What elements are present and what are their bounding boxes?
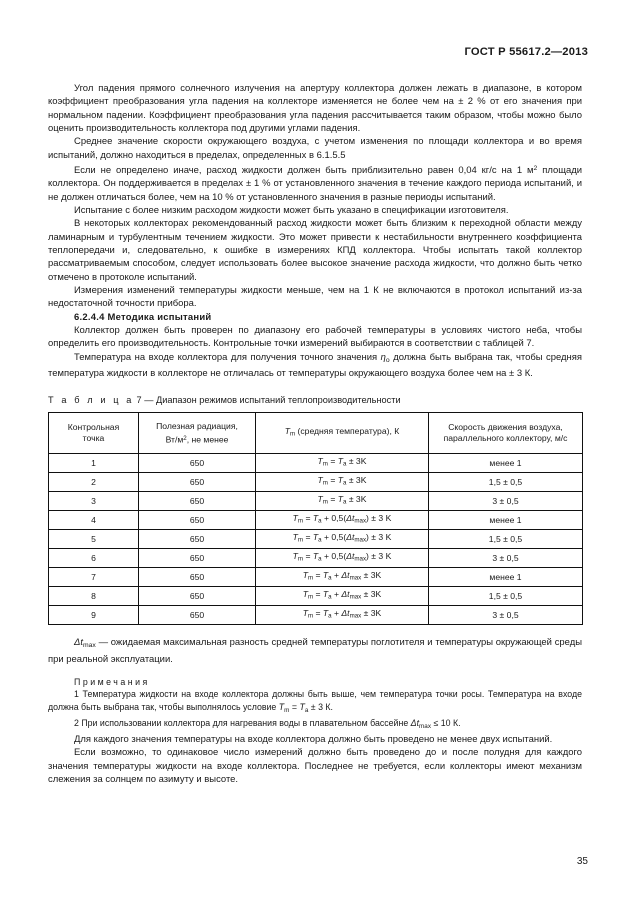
table-caption bbox=[48, 394, 582, 406]
cell-temperature-formula: $T_m = T_a + 0,5(\Delta t_{max}) \pm 3$ K bbox=[256, 530, 429, 549]
paragraph-incidence-angle: Угол падения прямого солнечного излучения на апертуру коллектора должен лежать в диапазоне, в котором коэффициент преобразования угла падения на коллекторе изменяется не более чем на ± 2 % от его значения при нормальном падении. Коэффициент преобразования угла падения рассчитывается таким образом, чтобы можно было оценить производительность коллектора под другими углами падения. bbox=[48, 83, 582, 135]
formula-sub-m: m bbox=[297, 537, 304, 545]
cell-control-point: 7 bbox=[49, 568, 139, 587]
formula-sub-a: a bbox=[328, 575, 332, 583]
formula-sub-a: a bbox=[318, 518, 322, 526]
cell-temperature-formula: $T_m = T_a + 0,5(\Delta t_{max}) \pm 3$ K bbox=[256, 549, 429, 568]
note-2-delta: Δ bbox=[410, 717, 417, 728]
section-heading-6-2-4-4: 6.2.4.4 Методика испытаний bbox=[74, 311, 212, 323]
table-row bbox=[49, 473, 583, 492]
formula-T-a: T bbox=[322, 608, 329, 619]
note-1-T-a: T bbox=[299, 701, 305, 712]
header-temp-suffix: (средняя температура), К bbox=[295, 426, 400, 437]
formula-T-m: T bbox=[302, 570, 308, 581]
header-temp-subscript: m bbox=[289, 430, 296, 438]
formula-delta: Δ bbox=[346, 532, 352, 543]
table-row bbox=[49, 568, 583, 587]
page-number: 35 bbox=[576, 856, 588, 867]
cell-control-point: 8 bbox=[49, 587, 139, 606]
header-radiation-unit: Вт/м bbox=[165, 434, 184, 445]
cell-temperature-formula: $T_m = T_a + \Delta t_{max} \pm 3K$ bbox=[256, 606, 429, 625]
paragraph-flow-rate bbox=[48, 162, 582, 204]
note-2-sub-max: max bbox=[419, 722, 431, 730]
formula-T-a: T bbox=[337, 456, 343, 467]
formula-T-m: T bbox=[302, 589, 308, 600]
cell-radiation: 650 bbox=[139, 473, 256, 492]
inlet-temp-text-part2: должна быть выбрана так, чтобы средняя температура жидкости в коллекторе не отличалась от температуры окружающего воздуха более чем на ± 3 К. bbox=[48, 351, 582, 379]
cell-temperature-formula: $T_m = T_a \pm 3K$ bbox=[256, 473, 429, 492]
cell-control-point: 4 bbox=[49, 511, 139, 530]
table-header-row bbox=[49, 413, 583, 454]
formula-sub-a: a bbox=[342, 480, 347, 488]
table-row bbox=[49, 530, 583, 549]
formula-T-a: T bbox=[322, 589, 329, 600]
paragraph-inlet-temperature bbox=[48, 351, 582, 381]
cell-air-speed: 3 ± 0,5 bbox=[429, 492, 583, 511]
table-caption-label: Т а б л и ц а bbox=[48, 395, 134, 406]
formula-t: t bbox=[347, 570, 350, 581]
formula-sub-m: m bbox=[307, 613, 314, 621]
cell-air-speed: 3 ± 0,5 bbox=[429, 549, 583, 568]
header-radiation-line2b: , не менее bbox=[186, 434, 229, 445]
header-temp-symbol: T bbox=[284, 426, 290, 437]
table-row bbox=[49, 454, 583, 473]
formula-delta: Δ bbox=[346, 513, 352, 524]
paragraph-delta-t-max-definition bbox=[48, 636, 582, 666]
formula-sub-m: m bbox=[322, 461, 328, 469]
formula-T-a: T bbox=[312, 513, 319, 524]
formula-t: t bbox=[351, 513, 355, 524]
cell-air-speed: 3 ± 0,5 bbox=[429, 606, 583, 625]
formula-sub-a: a bbox=[342, 461, 347, 469]
cell-temperature-formula: $T_m = T_a + \Delta t_{max} \pm 3K$ bbox=[256, 587, 429, 606]
formula-T-m: T bbox=[317, 456, 323, 467]
formula-T-m: T bbox=[292, 513, 298, 524]
formula-sub-max: max bbox=[354, 556, 367, 564]
formula-sub-m: m bbox=[297, 518, 304, 526]
formula-T-m: T bbox=[292, 551, 298, 562]
formula-sub-max: max bbox=[349, 594, 362, 602]
cell-radiation: 650 bbox=[139, 454, 256, 473]
paragraph-equal-measurements: Если возможно, то одинаковое число измерений должно быть проведено до и после полудня для каждого значения температуры жидкости на входе коллектора. Последнее не требуется, если коллекторы имеют механизм слежения за солнцем по азимуту и высоте. bbox=[48, 747, 582, 786]
header-control-point-line1: Контрольная bbox=[67, 421, 120, 432]
cell-control-point: 9 bbox=[49, 606, 139, 625]
header-radiation-line1: Полезная радиация, bbox=[156, 421, 238, 431]
paragraph-two-tests-required: Для каждого значения температуры на входе коллектора должно быть проведено не менее двух испытаний. bbox=[74, 734, 553, 746]
formula-t: t bbox=[347, 589, 350, 600]
table-row bbox=[49, 492, 583, 511]
formula-delta: Δ bbox=[341, 589, 348, 600]
cell-air-speed: менее 1 bbox=[429, 454, 583, 473]
cell-air-speed: менее 1 bbox=[429, 511, 583, 530]
note-1 bbox=[48, 688, 582, 717]
note-1-sub-m: m bbox=[284, 706, 290, 714]
cell-temperature-formula: $T_m = T_a + \Delta t_{max} \pm 3K$ bbox=[256, 568, 429, 587]
delta-definition-text: — ожидаемая максимальная разность средней температуры поглотителя и температуры окружающей среды при реальной эксплуатации. bbox=[48, 637, 582, 665]
cell-radiation: 650 bbox=[139, 606, 256, 625]
table-caption-number: 7 bbox=[136, 395, 142, 406]
formula-sub-max: max bbox=[349, 575, 362, 583]
cell-air-speed: 1,5 ± 0,5 bbox=[429, 530, 583, 549]
formula-t: t bbox=[347, 608, 350, 619]
note-1-T-m: T bbox=[278, 701, 285, 712]
cell-radiation: 650 bbox=[139, 568, 256, 587]
formula-sub-max: max bbox=[354, 537, 367, 545]
table-row bbox=[49, 587, 583, 606]
note-2-limit: ≤ 10 К. bbox=[431, 717, 461, 728]
cell-control-point: 6 bbox=[49, 549, 139, 568]
formula-delta: Δ bbox=[341, 570, 348, 581]
table-header-air-speed bbox=[429, 413, 583, 454]
cell-control-point: 2 bbox=[49, 473, 139, 492]
table-row bbox=[49, 511, 583, 530]
formula-sub-m: m bbox=[322, 499, 328, 507]
cell-control-point: 1 bbox=[49, 454, 139, 473]
table-row bbox=[49, 606, 583, 625]
cell-radiation: 650 bbox=[139, 549, 256, 568]
header-air-speed-line1: Скорость движения воздуха, bbox=[448, 421, 563, 432]
formula-T-a: T bbox=[312, 532, 319, 543]
table-header-useful-radiation bbox=[139, 413, 256, 454]
note-1-eq: = bbox=[289, 701, 300, 712]
cell-radiation: 650 bbox=[139, 492, 256, 511]
formula-T-m: T bbox=[302, 608, 308, 619]
formula-t: t bbox=[351, 551, 355, 562]
t-symbol: t bbox=[80, 637, 83, 649]
formula-sub-max: max bbox=[354, 518, 367, 526]
formula-T-a: T bbox=[312, 551, 319, 562]
cell-radiation: 650 bbox=[139, 530, 256, 549]
formula-sub-m: m bbox=[307, 575, 314, 583]
document-header-standard-code: ГОСТ Р 55617.2—2013 bbox=[464, 46, 588, 58]
flow-rate-text-part2: площади коллектора. Он поддерживается в пределах ± 1 % от установленного значения в течение каждого периода испытаний, и не должен отличаться более, чем на 10 % от установленного значения в разные периоды испытаний. bbox=[48, 164, 582, 203]
cell-temperature-formula: $T_m = T_a + 0,5(\Delta t_{max}) \pm 3$ K bbox=[256, 511, 429, 530]
document-body bbox=[48, 82, 582, 786]
table-header-control-point bbox=[49, 413, 139, 454]
formula-T-m: T bbox=[317, 494, 323, 505]
table-header-mean-temperature bbox=[256, 413, 429, 454]
formula-sub-a: a bbox=[318, 556, 322, 564]
paragraph-collector-check-range: Коллектор должен быть проверен по диапазону его рабочей температуры в условиях чистого неба, чтобы определить его производительность. Контрольные точки измерений выбираются в соответствии с таблицей 7. bbox=[48, 325, 582, 350]
formula-T-a: T bbox=[337, 494, 343, 505]
formula-delta: Δ bbox=[346, 551, 352, 562]
note-1-text: 1 Температура жидкости на входе коллектора должны быть выше, чем температура точки росы. Температура на входе должна быть выбрана так, чтобы выполнялось условие bbox=[48, 689, 582, 712]
header-radiation-unit-sup: 2 bbox=[183, 434, 187, 442]
note-1-tolerance: ± 3 К. bbox=[308, 701, 333, 712]
header-control-point-line2: точка bbox=[82, 433, 105, 444]
formula-delta: Δ bbox=[341, 608, 348, 619]
formula-T-m: T bbox=[317, 475, 323, 486]
inlet-temp-text-part1: Температура на входе коллектора для получения точного значения bbox=[74, 351, 381, 363]
note-2-text: 2 При использовании коллектора для нагревания воды в плавательном бассейне bbox=[74, 717, 411, 728]
table-body bbox=[49, 454, 583, 625]
cell-air-speed: 1,5 ± 0,5 bbox=[429, 587, 583, 606]
formula-sub-max: max bbox=[349, 613, 362, 621]
cell-air-speed: менее 1 bbox=[429, 568, 583, 587]
note-1-sub-a: a bbox=[304, 706, 309, 714]
formula-T-m: T bbox=[292, 532, 298, 543]
formula-sub-a: a bbox=[342, 499, 347, 507]
cell-temperature-formula: $T_m = T_a \pm 3K$ bbox=[256, 454, 429, 473]
table-caption-title: Диапазон режимов испытаний теплопроизводительности bbox=[155, 395, 401, 406]
formula-T-a: T bbox=[337, 475, 343, 486]
flow-rate-superscript: 2 bbox=[533, 165, 538, 173]
eta-subscript: o bbox=[385, 356, 390, 364]
flow-rate-text-part1: Если не определено иначе, расход жидкости должен быть приблизительно равен 0,04 кг/с на 1 м bbox=[74, 164, 534, 176]
paragraph-transition-region: В некоторых коллекторах рекомендованный расход жидкости может быть близким к переходной области между ламинарным и турбулентным течением жидкости. Это может привести к нестабильности внутреннего коэффициента теплопередачи и, следовательно, к ошибке в измерениях КПД коллектора. Чтобы испытать такой коллектор рассматриваемым способом, следует использовать более высокое значение расхода жидкости, что должно быть четко отмечено в протоколе испытаний. bbox=[48, 218, 582, 283]
t-max-subscript: max bbox=[82, 642, 96, 650]
paragraph-lower-flow-test: Испытание с более низким расходом жидкости может быть указано в спецификации изготовителя. bbox=[74, 204, 509, 216]
table-7-block bbox=[48, 394, 582, 625]
note-2 bbox=[48, 717, 582, 733]
formula-sub-m: m bbox=[307, 594, 314, 602]
table-head bbox=[49, 413, 583, 454]
formula-sub-a: a bbox=[328, 594, 332, 602]
paragraph-temperature-change-measurement: Измерения изменений температуры жидкости меньше, чем на 1 К не включаются в протокол испытаний из-за недостаточной точности прибора. bbox=[48, 285, 582, 310]
formula-T-a: T bbox=[322, 570, 329, 581]
formula-sub-a: a bbox=[318, 537, 322, 545]
formula-sub-m: m bbox=[322, 480, 328, 488]
notes-title: Примечания bbox=[74, 676, 150, 687]
header-air-speed-line2: параллельного коллектору, м/с bbox=[443, 433, 568, 444]
after-table-section bbox=[48, 636, 582, 786]
cell-air-speed: 1,5 ± 0,5 bbox=[429, 473, 583, 492]
table-row bbox=[49, 549, 583, 568]
paragraph-air-speed-average: Среднее значение скорости окружающего воздуха, с учетом изменения по площади коллектора и во время испытаний, должно находиться в пределах, определенных в 6.1.5.5 bbox=[48, 136, 582, 161]
cell-radiation: 650 bbox=[139, 511, 256, 530]
table-caption-dash: — bbox=[144, 395, 154, 406]
formula-sub-a: a bbox=[328, 613, 332, 621]
delta-symbol: Δ bbox=[74, 637, 81, 649]
cell-radiation: 650 bbox=[139, 587, 256, 606]
cell-control-point: 3 bbox=[49, 492, 139, 511]
eta-symbol: η bbox=[380, 351, 386, 363]
table-test-regime-range bbox=[48, 412, 583, 625]
note-2-t: t bbox=[416, 717, 420, 728]
cell-control-point: 5 bbox=[49, 530, 139, 549]
formula-t: t bbox=[351, 532, 355, 543]
formula-sub-m: m bbox=[297, 556, 304, 564]
cell-temperature-formula: $T_m = T_a \pm 3K$ bbox=[256, 492, 429, 511]
